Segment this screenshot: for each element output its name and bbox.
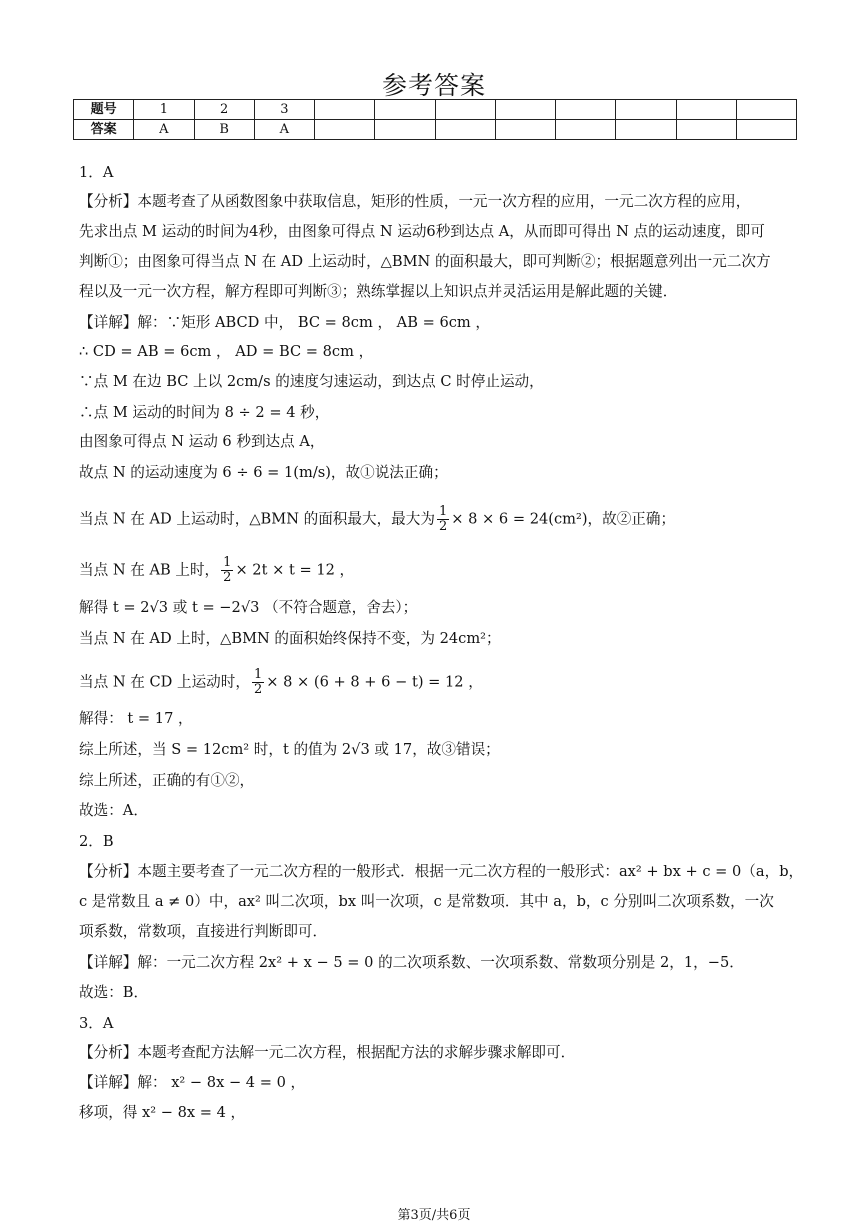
solution-text: 由图象可得点 N 运动 6 秒到达点 A，: [79, 433, 325, 450]
analysis-text: 【分析】本题考查配方法解一元二次方程，根据配方法的求解步骤求解即可．: [79, 1044, 576, 1061]
page-title: 参考答案: [381, 71, 486, 100]
solution-text: 综上所述，当 S = 12cm² 时，t 的值为 2√3 或 17，故③错误；: [79, 741, 500, 758]
fraction-numerator: 1: [223, 555, 232, 570]
table-cell: [556, 100, 616, 120]
table-cell: [435, 120, 495, 140]
analysis-text: 项系数，常数项，直接进行判断即可．: [79, 923, 328, 940]
analysis-text: 【分析】本题主要考查了一元二次方程的一般形式．根据一元二次方程的一般形式：ax² + bx + c = 0（a，b，: [79, 863, 804, 880]
solution-text: ∵点 M 在边 BC 上以 2cm/s 的速度匀速运动，到达点 C 时停止运动，: [79, 373, 544, 390]
table-cell: 1: [134, 100, 194, 120]
solution-text: 解得 t = 2√3 或 t = −2√3 （不符合题意，舍去）；: [79, 599, 418, 616]
solution-text: ∴点 M 运动的时间为 8 ÷ 2 = 4 秒，: [79, 404, 330, 421]
table-cell: [736, 120, 796, 140]
table-cell: 2: [194, 100, 254, 120]
solution-line-with-fraction: [79, 668, 483, 697]
row-header-number: 题号: [74, 100, 134, 120]
analysis-text: 程以及一元一次方程，解方程即可判断③；熟练掌握以上知识点并灵活运用是解此题的关键．: [79, 283, 678, 300]
question-2-heading: 2．B: [79, 833, 114, 850]
table-cell: [435, 100, 495, 120]
solution-text: 故选：A．: [79, 802, 148, 819]
analysis-text: 先求出点 M 运动的时间为4秒，由图象可得点 N 运动6秒到达点 A，从而即可得出 N 点的运动速度，即可: [79, 223, 765, 240]
table-cell: 3: [254, 100, 314, 120]
table-cell: [676, 100, 736, 120]
table-cell: A: [134, 120, 194, 140]
table-cell: [616, 120, 676, 140]
solution-line-with-fraction: [79, 505, 675, 534]
solution-text: × 8 × (6 + 8 + 6 − t) = 12 ，: [266, 673, 483, 691]
solution-text: 移项，得 x² − 8x = 4 ，: [79, 1104, 246, 1121]
fraction-denominator: 2: [223, 570, 232, 585]
fraction-numerator: 1: [438, 504, 448, 519]
analysis-text: 【分析】本题考查了从函数图象中获取信息，矩形的性质，一元一次方程的应用，一元二次方程的应用，: [79, 193, 751, 210]
table-row: [74, 120, 797, 140]
table-cell: [375, 100, 435, 120]
solution-text: × 2t × t = 12 ，: [235, 561, 355, 579]
fraction-denominator: 2: [253, 682, 263, 697]
solution-text: 故选：B．: [79, 984, 149, 1001]
analysis-text: c 是常数且 a ≠ 0）中，ax² 叫二次项，bx 叫一次项，c 是常数项．其中 a，b，c 分别叫二次项系数，一次: [79, 893, 774, 910]
analysis-text: 判断①；由图象可得当点 N 在 AD 上运动时，△BMN 的面积最大，即可判断②；根据题意列出一元二次方: [79, 253, 771, 270]
table-cell: [315, 120, 375, 140]
question-1-heading: 1．A: [79, 164, 114, 181]
table-cell: [556, 120, 616, 140]
table-row: [74, 100, 797, 120]
solution-text: 当点 N 在 CD 上运动时，: [79, 673, 250, 691]
fraction: [221, 556, 233, 585]
fraction-denominator: 2: [438, 519, 448, 534]
solution-text: ∴ CD = AB = 6cm ， AD = BC = 8cm ，: [79, 343, 374, 360]
table-cell: [375, 120, 435, 140]
fraction-numerator: 1: [253, 667, 263, 682]
solution-text: 当点 N 在 AB 上时，: [79, 561, 220, 579]
row-header-answer: 答案: [74, 120, 134, 140]
table-cell: [676, 120, 736, 140]
solution-text: 故点 N 的运动速度为 6 ÷ 6 = 1(m/s)，故①说法正确；: [79, 464, 448, 481]
solution-text: 【详解】解：∵矩形 ABCD 中， BC = 8cm ， AB = 6cm ，: [79, 314, 490, 331]
table-cell: B: [194, 120, 254, 140]
fraction: [437, 505, 449, 534]
solution-text: 解得： t = 17 ，: [79, 710, 193, 727]
table-cell: A: [254, 120, 314, 140]
table-cell: [736, 100, 796, 120]
solution-text: 当点 N 在 AD 上运动时，△BMN 的面积最大，最大为: [79, 510, 435, 528]
table-cell: [495, 100, 555, 120]
solution-text: 当点 N 在 AD 上时，△BMN 的面积始终保持不变，为 24cm²；: [79, 630, 501, 647]
table-cell: [315, 100, 375, 120]
table-cell: [616, 100, 676, 120]
solution-text: × 8 × 6 = 24(cm²)，故②正确；: [451, 510, 676, 528]
fraction: [252, 668, 264, 697]
answer-table: [73, 99, 797, 140]
page-footer: 第3页/共6页: [397, 1208, 471, 1223]
solution-text: 【详解】解：一元二次方程 2x² + x − 5 = 0 的二次项系数、一次项系数、常数项分别是 2，1，−5．: [79, 954, 744, 971]
table-cell: [495, 120, 555, 140]
solution-line-with-fraction: [79, 556, 354, 585]
question-3-heading: 3．A: [79, 1015, 114, 1032]
solution-text: 综上所述，正确的有①②，: [79, 772, 255, 789]
solution-text: 【详解】解： x² − 8x − 4 = 0 ，: [79, 1074, 306, 1091]
